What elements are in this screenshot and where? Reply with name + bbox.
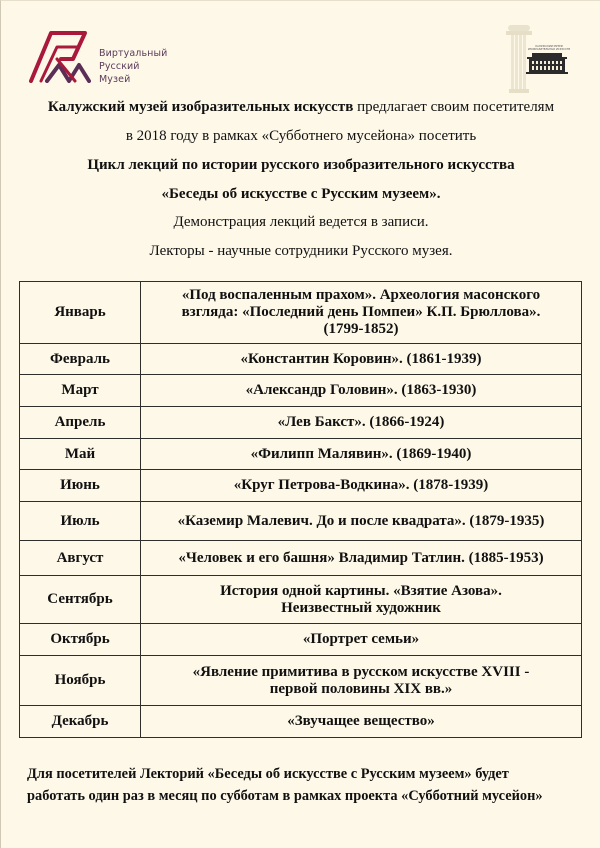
lecture-cell [141, 541, 582, 576]
lecture-title-line: «Александр Головин». (1863-1930) [245, 382, 477, 398]
month-cell: Июль [20, 502, 141, 541]
lecture-title-line: «Константин Коровин». (1861-1939) [240, 350, 482, 367]
cycle-subtitle: «Беседы об искусстве с Русским музеем». [161, 186, 441, 202]
schedule-row [20, 407, 582, 439]
lecture-title-line: Неизвестный художник [281, 599, 441, 616]
month-cell: Октябрь [20, 624, 141, 656]
month-cell: Сентябрь [20, 576, 141, 624]
schedule-row [20, 706, 582, 738]
schedule-row [20, 470, 582, 502]
lecture-cell [141, 656, 582, 706]
month-cell: Февраль [20, 344, 141, 375]
month-cell: Май [20, 439, 141, 470]
lecture-title-line: «Портрет семьи» [302, 631, 420, 647]
month-cell: Январь [20, 282, 141, 344]
logo-line: Музей [99, 74, 131, 85]
month-cell: Июнь [20, 470, 141, 502]
schedule-row [20, 576, 582, 624]
intro-line-6: Лекторы - научные сотрудники Русского музея. [149, 243, 453, 259]
lecture-cell [141, 706, 582, 738]
month-cell: Ноябрь [20, 656, 141, 706]
lecture-title-line: первой половины XIX вв.» [269, 680, 453, 697]
kaluga-museum-logo-icon [504, 23, 584, 95]
lecture-title-line: «Звучащее вещество» [287, 713, 435, 729]
logo-line: Русский [99, 61, 140, 72]
lecture-title-line: «Филипп Малявин». (1869-1940) [250, 445, 472, 462]
lecture-title-line: (1799-1852) [323, 321, 399, 337]
lecture-title-line: История одной картины. «Взятие Азова». [220, 582, 502, 599]
lecture-title-line: «Круг Петрова-Водкина». (1878-1939) [233, 477, 489, 493]
cycle-title: Цикл лекций по истории русского изобразительного искусства [87, 157, 515, 173]
lecture-cell [141, 470, 582, 502]
footer-line-2: работать один раз в месяц по субботам в рамках проекта «Субботний мусейон» [27, 788, 543, 804]
lecture-cell [141, 624, 582, 656]
month-cell: Апрель [20, 407, 141, 439]
lecture-cell [141, 282, 582, 344]
footer-line-1: Для посетителей Лекторий «Беседы об искусстве с Русским музеем» будет [27, 766, 509, 782]
virtual-russian-museum-logo-icon [27, 29, 91, 83]
schedule-row [20, 624, 582, 656]
lecture-title-line: «Под воспаленным прахом». Археология масонского [181, 287, 541, 303]
kaluga-caption-line: ИЗОБРАЗИТЕЛЬНЫХ ИСКУССТВ [527, 48, 571, 52]
museum-name: Калужский музей изобразительных искусств [47, 99, 354, 115]
schedule-row [20, 439, 582, 470]
lecture-title-line: «Человек и его башня» Владимир Татлин. (1885-1953) [178, 549, 544, 566]
schedule-row [20, 541, 582, 576]
lecture-cell [141, 407, 582, 439]
schedule-row [20, 502, 582, 541]
intro-line-1-rest: предлагает своим посетителям [353, 99, 555, 115]
intro-line-2: в 2018 году в рамках «Субботнего мусейона» посетить [125, 128, 477, 144]
lecture-cell [141, 375, 582, 407]
schedule-row [20, 656, 582, 706]
footer-note [27, 763, 587, 807]
month-cell: Август [20, 541, 141, 576]
lecture-cell [141, 439, 582, 470]
lecture-title-line: «Лев Бакст». (1866-1924) [277, 414, 445, 430]
schedule-row [20, 282, 582, 344]
lecture-title-line: взгляда: «Последний день Помпеи» К.П. Брюллова». [181, 304, 541, 320]
month-cell: Декабрь [20, 706, 141, 738]
lecture-schedule-table [19, 281, 582, 738]
schedule-row [20, 344, 582, 375]
logo-line: Виртуальный [99, 48, 168, 59]
intro-line-1 [1, 99, 600, 116]
kaluga-caption-line: КАЛУЖСКИЙ МУЗЕЙ [535, 45, 563, 48]
month-cell: Март [20, 375, 141, 407]
lecture-title-line: «Явление примитива в русском искусстве XVIII - [192, 663, 530, 680]
lecture-cell [141, 344, 582, 375]
lecture-cell [141, 576, 582, 624]
schedule-row [20, 375, 582, 407]
lecture-cell [141, 502, 582, 541]
logo-text [99, 47, 167, 86]
intro-line-5: Демонстрация лекций ведется в записи. [173, 214, 429, 230]
kaluga-logo-caption [520, 45, 578, 51]
lecture-title-line: «Каземир Малевич. До и после квадрата». (1879-1935) [177, 512, 545, 529]
